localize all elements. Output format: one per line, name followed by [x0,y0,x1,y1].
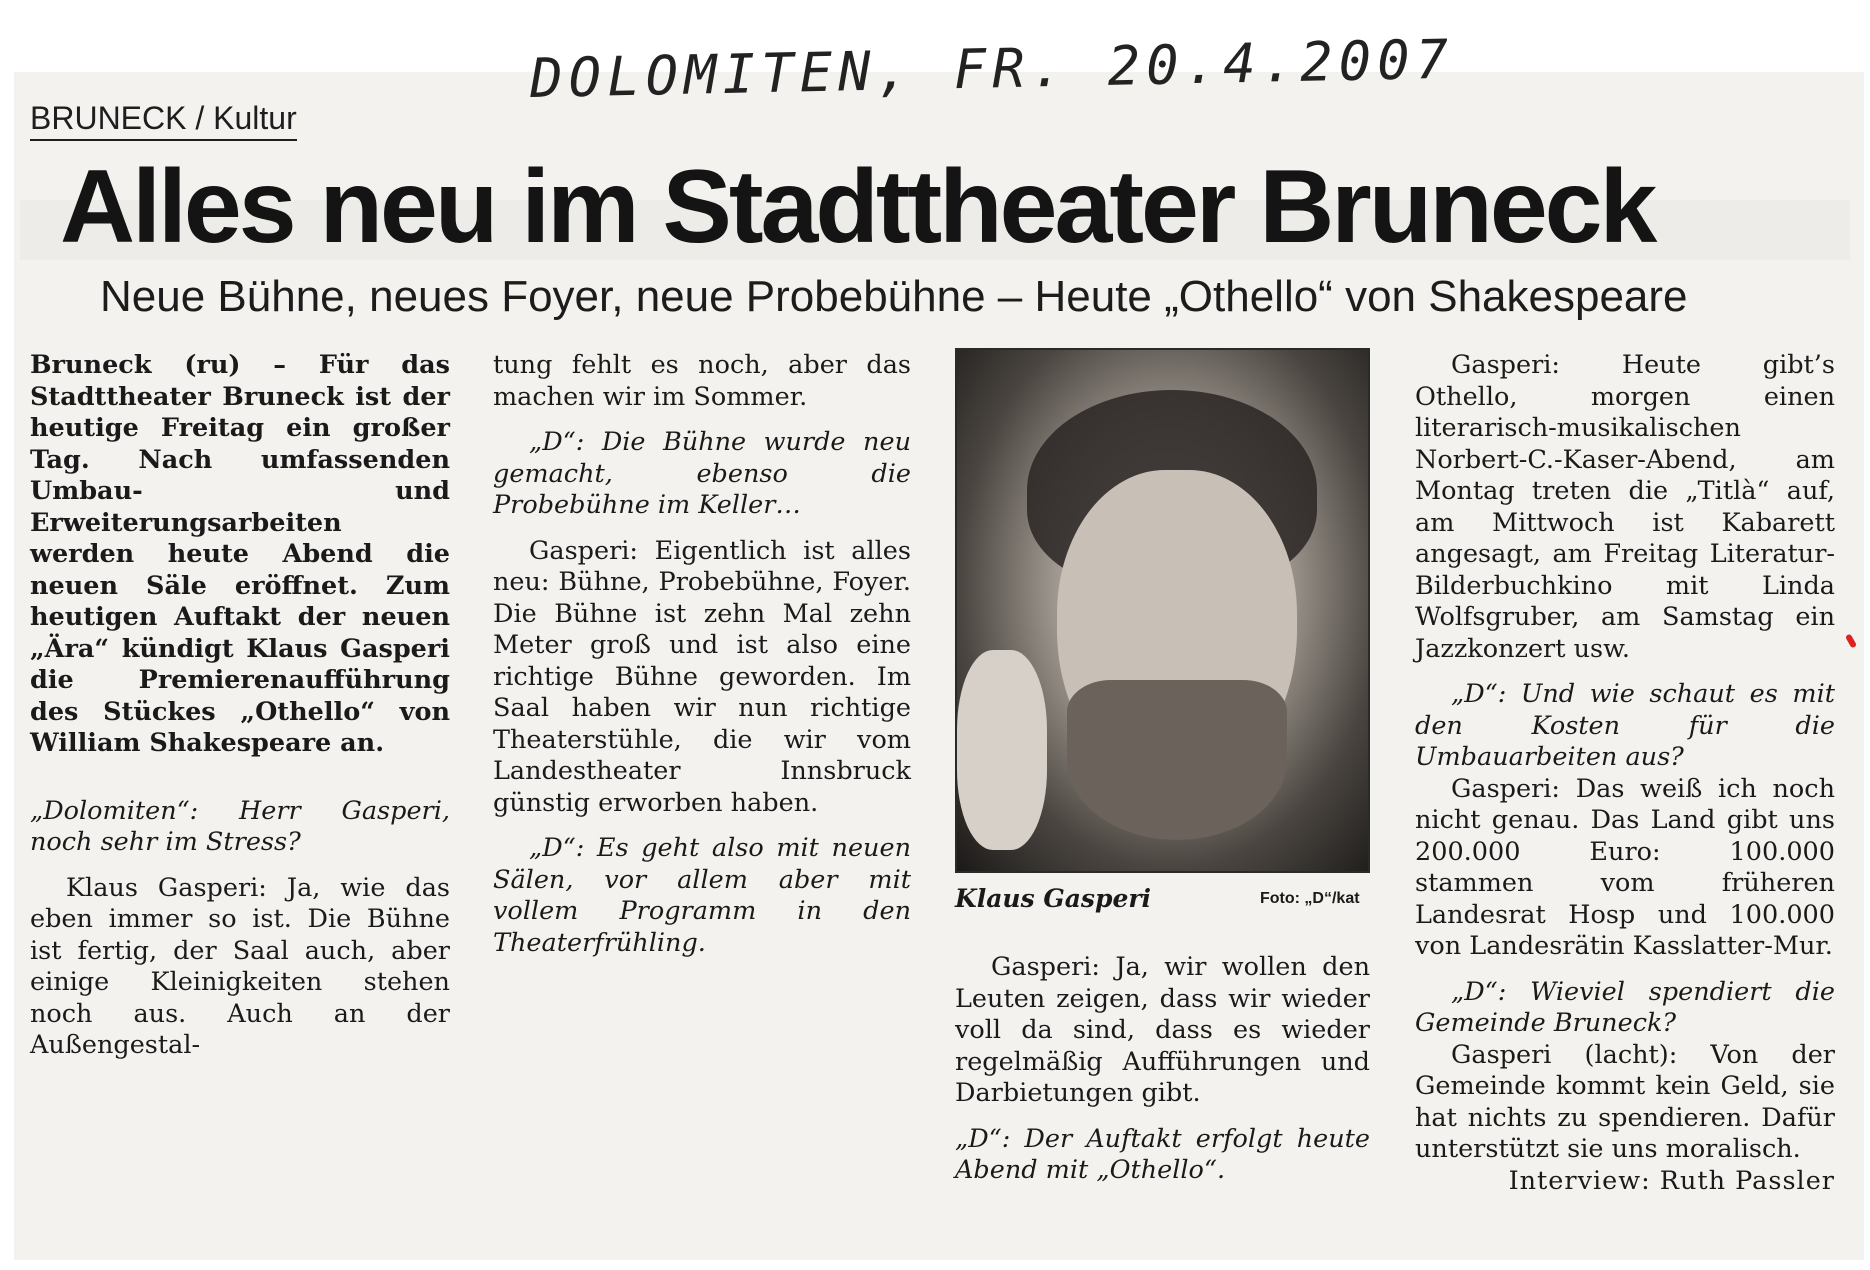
handwritten-note: DOLOMITEN, FR. 20.4.2007 [529,27,1455,110]
interview-answer: Klaus Gasperi: Ja, wie das eben immer so ist. Die Bühne ist fertig, der Saal auch, aber einige Kleinigkeiten stehen noch aus. Auch an der Außengestal- [30,872,450,1060]
interview-answer: Gasperi: Das weiß ich noch nicht genau. Das Land gibt uns 200.000 Euro: 100.000 stammen vom früheren Landesrat Hosp und 100.000 von Landesrätin Kasslatter-Mur. [1415,773,1835,961]
interview-question: „D“: Die Bühne wurde neu gemacht, ebenso die Probebühne im Keller… [493,427,911,520]
interview-question: „D“: Und wie schaut es mit den Kosten für die Umbauarbeiten aus? [1415,679,1835,772]
interview-question: „D“: Der Auftakt erfolgt heute Abend mit „Othello“. [955,1123,1370,1185]
photo-beard-shape [1067,680,1287,840]
interview-question: „D“: Es geht also mit neuen Sälen, vor allem aber mit vollem Programm in den Theaterfrühling. [493,833,911,958]
article-column-4 [1415,350,1835,1197]
interview-answer: tung fehlt es noch, aber das machen wir im Sommer. [493,350,911,412]
section-label: BRUNECK / Kultur [30,100,297,141]
headline: Alles neu im Stadttheater Bruneck [60,149,1655,265]
interview-answer: Gasperi: Ja, wir wollen den Leuten zeigen, dass wir wieder voll da sind, dass es wieder regelmäßig Aufführungen und Darbietungen gibt. [955,952,1370,1108]
interview-answer: Gasperi (lacht): Von der Gemeinde kommt kein Geld, sie hat nichts zu spendieren. Dafür unterstützt sie uns moralisch. [1415,1039,1835,1164]
article-column-3 [955,952,1370,1187]
byline: Interview: Ruth Passler [1508,1165,1835,1196]
interview-question: „D“: Wieviel spendiert die Gemeinde Bruneck? [1415,976,1835,1038]
article-column-2 [493,350,911,959]
article-column-1 [30,350,450,1062]
lead-paragraph: Bruneck (ru) – Für das Stadttheater Bruneck ist der heutige Freitag ein großer Tag. Nach umfassenden Umbau- und Erweiterungsarbeiten werden heute Abend die neuen Säle eröffnet. Zum heutigen Auftakt der neuen „Ära“ kündigt Klaus Gasperi die Premierenaufführung des Stückes „Othello“ von William Shakespeare an. [30,350,450,758]
interview-question: „Dolomiten“: Herr Gasperi, noch sehr im Stress? [30,795,450,857]
photo-caption: Klaus Gasperi [955,884,1152,913]
interview-answer: Gasperi: Eigentlich ist alles neu: Bühne, Probebühne, Foyer. Die Bühne ist zehn Mal zehn Meter groß und ist also eine richtige Bühne geworden. Im Saal haben wir nun richtige Theaterstühle, die wir vom Landestheater Innsbruck günstig erworben haben. [493,535,911,818]
photo-hand-shape [957,650,1047,850]
subheadline: Neue Bühne, neues Foyer, neue Probebühne – Heute „Othello“ von Shakespeare [100,272,1688,321]
portrait-photo [955,348,1370,873]
interview-answer: Gasperi: Heute gibt’s Othello, morgen einen literarisch-musikalischen Norbert-C.-Kaser-Abend, am Montag treten die „Titlà“ auf, am Mittwoch ist Kabarett angesagt, am Freitag Literatur- Bilderbuchkino mit Linda Wolfsgruber, am Samstag ein Jazzkonzert usw. [1415,350,1835,664]
photo-credit: Foto: „D“/kat [1260,890,1360,907]
